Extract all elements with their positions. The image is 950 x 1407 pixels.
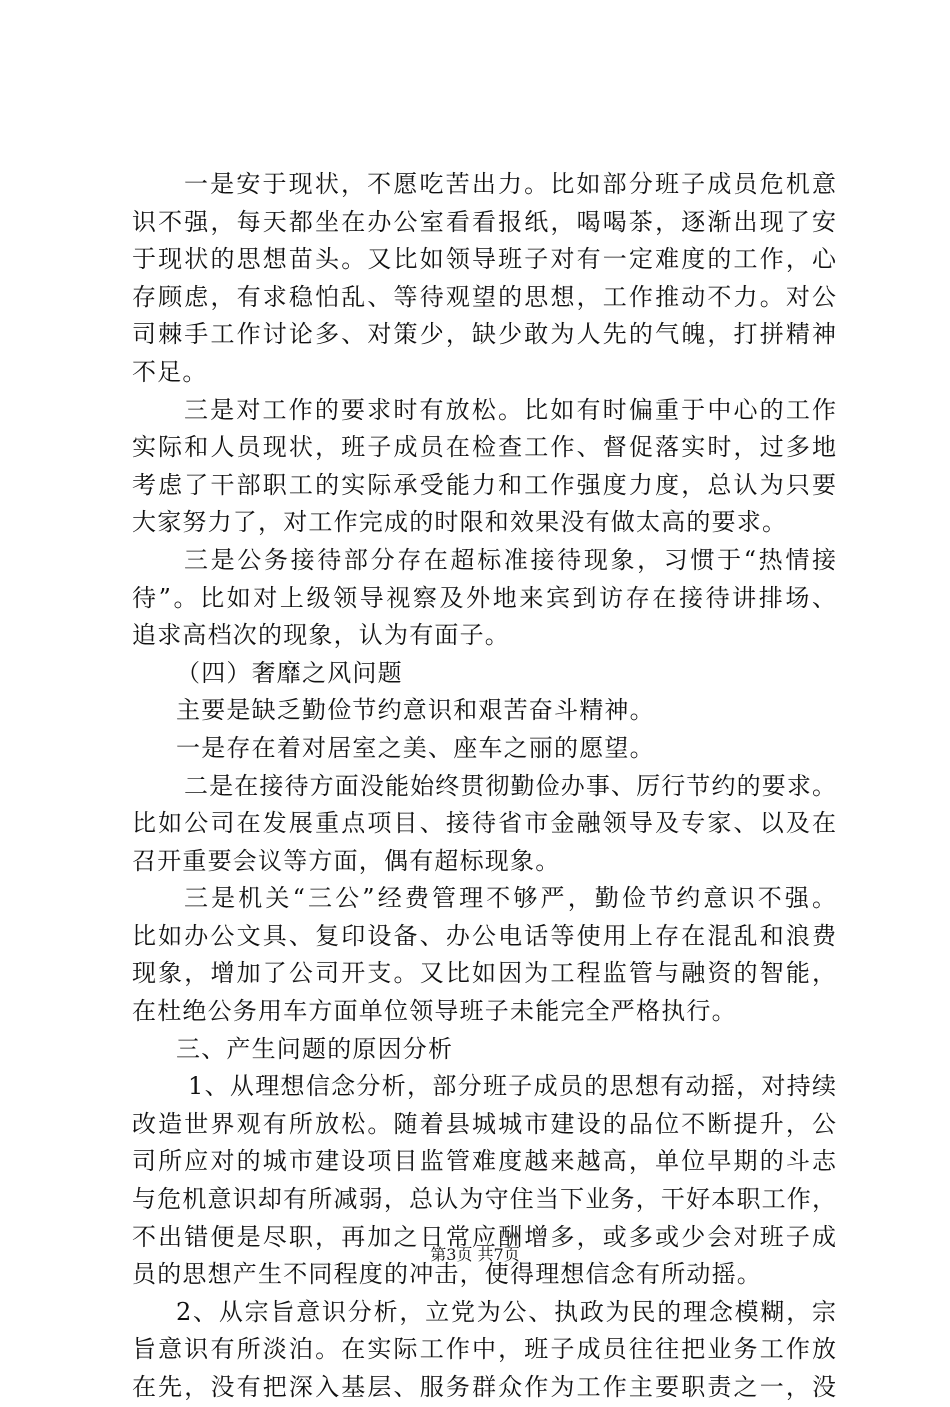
text-line: 旨意识有所淡泊。在实际工作中，班子成员往往把业务工作放	[132, 1335, 839, 1364]
text-line: 大家努力了，对工作完成的时限和效果没有做太高的要求。	[132, 508, 788, 537]
text-line: 三是对工作的要求时有放松。比如有时偏重于中心的工作	[184, 395, 839, 424]
text-line: 与危机意识却有所减弱，总认为守住当下业务，干好本职工作，	[132, 1185, 838, 1214]
text-line: 一是存在着对居室之美、座车之丽的愿望。	[176, 733, 655, 762]
page-footer: 第3页 共7页	[430, 1245, 520, 1264]
text-line: 二是在接待方面没能始终贯彻勤俭办事、厉行节约的要求。	[184, 771, 838, 800]
text-line: 比如公司在发展重点项目、接待省市金融领导及专家、以及在	[132, 809, 839, 838]
text-line: 主要是缺乏勤俭节约意识和艰苦奋斗精神。	[176, 696, 655, 725]
text-line: 不出错便是尽职，再加之日常应酬增多，或多或少会对班子成	[132, 1222, 839, 1251]
text-line: 不足。	[132, 357, 208, 386]
text-line: 考虑了干部职工的实际承受能力和工作强度力度，总认为只要	[132, 470, 839, 499]
text-line: 追求高档次的现象，认为有面子。	[132, 621, 510, 650]
text-line: 2、从宗旨意识分析，立党为公、执政为民的理念模糊，宗	[176, 1297, 838, 1326]
text-line: 在先，没有把深入基层、服务群众作为工作主要职责之一，没	[132, 1373, 839, 1401]
text-line: 待”。比如对上级领导视察及外地来宾到访存在接待讲排场、	[132, 583, 839, 612]
text-line: 员的思想产生不同程度的冲击，使得理想信念有所动摇。	[132, 1260, 762, 1289]
text-line: 实际和人员现状，班子成员在检查工作、督促落实时，过多地	[132, 433, 839, 462]
text-line: 改造世界观有所放松。随着县城城市建设的品位不断提升，公	[132, 1109, 839, 1138]
text-line: 存顾虑，有求稳怕乱、等待观望的思想，工作推动不力。对公	[132, 282, 839, 311]
text-line: 司棘手工作讨论多、对策少，缺少敢为人先的气魄，打拼精神	[132, 320, 839, 349]
text-line: 召开重要会议等方面，偶有超标现象。	[132, 846, 561, 875]
text-line: 识不强，每天都坐在办公室看看报纸，喝喝茶，逐渐出现了安	[132, 207, 839, 236]
text-line: （四）奢靡之风问题	[176, 658, 403, 687]
text-line: 比如办公文具、复印设备、办公电话等使用上存在混乱和浪费	[132, 921, 839, 950]
text-line: 司所应对的城市建设项目监管难度越来越高，单位早期的斗志	[132, 1147, 839, 1176]
text-line: 于现状的思想苗头。又比如领导班子对有一定难度的工作，心	[132, 245, 839, 274]
document-body	[132, 166, 840, 1407]
text-line: 1、从理想信念分析，部分班子成员的思想有动摇，对持续	[188, 1072, 838, 1101]
text-line: 三是公务接待部分存在超标准接待现象，习惯于“热情接	[184, 545, 839, 574]
text-line: 三、产生问题的原因分析	[176, 1034, 454, 1063]
text-line: 三是机关“三公”经费管理不够严，勤俭节约意识不强。	[184, 884, 840, 913]
text-line: 一是安于现状，不愿吃苦出力。比如部分班子成员危机意	[184, 170, 839, 198]
text-line: 在杜绝公务用车方面单位领导班子未能完全严格执行。	[132, 997, 737, 1026]
text-line: 现象，增加了公司开支。又比如因为工程监管与融资的智能，	[132, 959, 839, 988]
